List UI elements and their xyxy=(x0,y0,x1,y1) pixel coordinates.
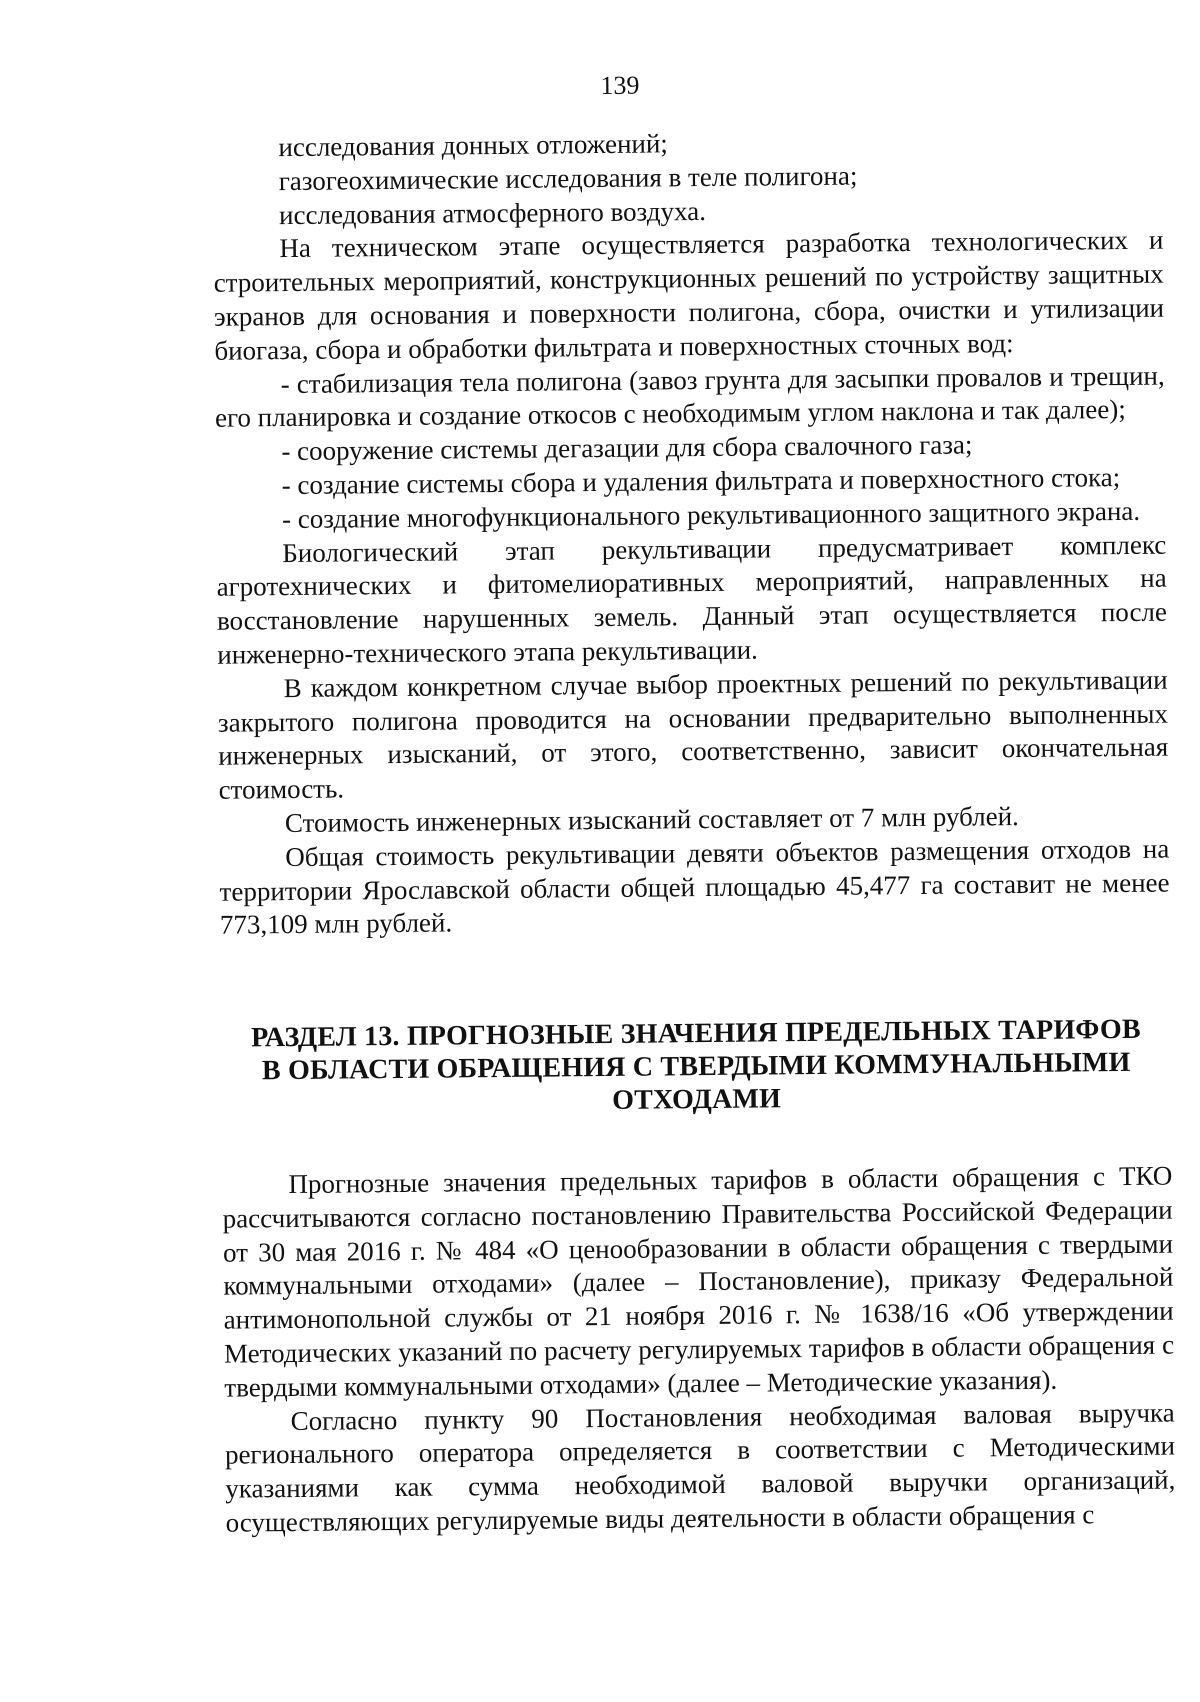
paragraph: В каждом конкретном случае выбор проектных решений по рекультивации закрытого полигона проводится на основании предварительно выполненных инженерных изысканий, от этого, соответственно, зависит окончательная стоимость. xyxy=(217,664,1169,805)
paragraph: Общая стоимость рекультивации девяти объектов размещения отходов на территории Ярославской области общей площадью 45,477 га составит не менее 773,109 млн рублей. xyxy=(219,833,1170,941)
paragraph: Согласно пункту 90 Постановления необходимая валовая выручка регионального оператора определяется в соответствии с Методическими указаниями как сумма необходимой валовой выручки организаций, осуществляющих регулируемые виды деятельности в области обращения с xyxy=(224,1397,1176,1538)
section-heading-line: В ОБЛАСТИ ОБРАЩЕНИЯ С ТВЕРДЫМИ КОММУНАЛЬНЫМИ xyxy=(261,1046,1131,1087)
list-item: - стабилизация тела полигона (завоз грунта для засыпки провалов и трещин, его планировка и создание откосов с необходимым углом наклона и так далее); xyxy=(214,360,1165,434)
paragraph: Прогнозные значения предельных тарифов в области обращения с ТКО рассчитываются согласно постановлению Правительства Российской Федерации от 30 мая 2016 г. № 484 «О ценообразовании в области обращения с твердыми коммунальными отходами» (далее – Постановление), приказу Федеральной антимонопольной службы от 21 ноября 2016 г. № 1638/16 «Об утверждении Методических указаний по расчету регулируемых тарифов в области обращения с твердыми коммунальными отходами» (далее – Методические указания). xyxy=(222,1160,1175,1403)
list-item: - сооружение системы дегазации для сбора свалочного газа; xyxy=(281,429,973,467)
paragraph: исследования донных отложений; xyxy=(278,128,669,163)
text-block-tariffs xyxy=(222,1160,1176,1541)
section-heading-line: РАЗДЕЛ 13. ПРОГНОЗНЫЕ ЗНАЧЕНИЯ ПРЕДЕЛЬНЫХ ТАРИФОВ xyxy=(250,1013,1141,1054)
paragraph: На техническом этапе осуществляется разработка технологических и строительных мероприятий, конструкционных решений по устройству защитных экранов для основания и поверхности полигона, сбора, очистки и утилизации биогаза, сбора и обработки фильтрата и поверхностных сточных вод: xyxy=(213,224,1165,366)
list-item: - создание системы сбора и удаления фильтрата и поверхностного стока; xyxy=(281,461,1121,501)
page-number: 139 xyxy=(600,70,640,100)
paragraph: газогеохимические исследования в теле полигона; xyxy=(278,160,858,196)
list-item: - создание многофункционального рекультивационного защитного экрана. xyxy=(281,495,1141,534)
section-heading-line: ОТХОДАМИ xyxy=(611,1083,782,1116)
section-heading xyxy=(221,1013,1172,1121)
text-block-reclamation xyxy=(212,123,1170,943)
paragraph: Биологический этап рекультивации предусматривает комплекс агротехнических и фитомелиоративных мероприятий, направленных на восстановление нарушенных земель. Данный этап осуществляется после инженерно-технического этапа рекультивации. xyxy=(216,529,1168,670)
paragraph: исследования атмосферного воздуха. xyxy=(278,195,707,230)
paragraph: Стоимость инженерных изысканий составляет от 7 млн рублей. xyxy=(284,800,1019,838)
